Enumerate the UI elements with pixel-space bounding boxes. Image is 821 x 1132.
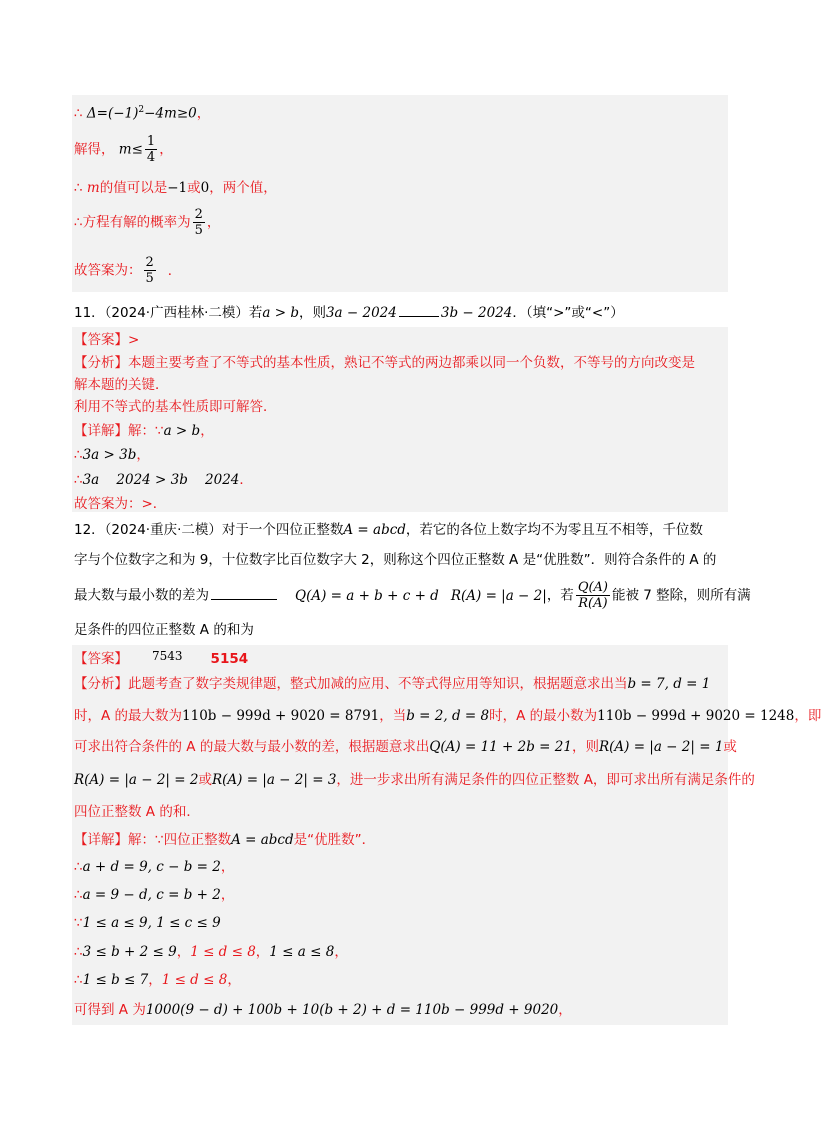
q11-detail-1: 【详解】解：∵a > b， bbox=[74, 423, 214, 439]
q12-detail-5: ∴1 ≤ b ≤ 7，1 ≤ d ≤ 8， bbox=[74, 972, 241, 988]
q11-detail-2: ∴3a > 3b， bbox=[74, 447, 150, 463]
q11-stem: 11．（2024·广西桂林·二模）若a > b，则3a − 2024 3b − 2024．（填“>”或“<”） bbox=[74, 302, 624, 323]
answer-blank bbox=[399, 302, 439, 317]
q10-line-2: 解得， m≤ $\frac{1}{4}$ ， bbox=[74, 134, 173, 165]
q12-analysis-1: 【分析】此题考查了数字类规律题，整式加减的应用、不等式得应用等知识，根据题意求出当b = 7, d = 1 bbox=[74, 676, 711, 692]
q12-stem-4: 足条件的四位正整数 A 的和为 bbox=[74, 622, 254, 638]
q11-analysis-1: 【分析】本题主要考查了不等式的基本性质，熟记不等式的两边都乘以同一个负数，不等号的方向改变是 bbox=[74, 355, 695, 371]
q11-detail-3: ∴3a 2024 > 3b 2024． bbox=[74, 472, 253, 488]
q11-analysis-3: 利用不等式的基本性质即可解答． bbox=[74, 399, 277, 415]
q12-detail-2: ∴a = 9 − d, c = b + 2， bbox=[74, 887, 235, 903]
q10-line-4: ∴方程有解的概率为 $\frac{2}{5}$ ， bbox=[74, 207, 221, 238]
q12-answer: 【答案】 7543 5154 bbox=[74, 649, 249, 667]
q12-analysis-4: R(A) = |a − 2| = 2或R(A) = |a − 2| = 3，进一步求出所有满足条件的四位正整数 A，即可求出所有满足条件的 bbox=[74, 772, 755, 788]
fraction: $\frac{1}{4}$ bbox=[146, 134, 156, 165]
q12-stem-2: 字与个位数字之和为 9，十位数字比百位数字大 2，则称这个四位正整数 A 是“优胜数”．则符合条件的 A 的 bbox=[74, 552, 717, 568]
fraction: $\frac{2}{5}$ bbox=[194, 207, 203, 238]
q12-detail-intro: 【详解】解：∵四位正整数A = abcd是“优胜数”． bbox=[74, 832, 376, 848]
q12-stem-3: 最大数与最小数的差为 Q(A) = a + b + c + d R(A) = |a − 2|，若 $\frac{Q(A)}{R(A)}$ 能被 7 整除，则所有满 bbox=[74, 580, 751, 611]
answer-blank bbox=[211, 585, 277, 600]
q10-line-1: ∴ $\Delta=(-1)^2-4m\ge 0$， bbox=[74, 105, 211, 122]
q10-line-3: ∴ m的值可以是−1或0，两个值， bbox=[74, 180, 277, 196]
fraction: $\frac{Q(A)}{R(A)}$ bbox=[577, 580, 609, 611]
q12-detail-4: ∴3 ≤ b + 2 ≤ 9，1 ≤ d ≤ 8，1 ≤ a ≤ 8， bbox=[74, 944, 348, 960]
q10-line-5: 故答案为： $\frac{2}{5}$ ． bbox=[74, 255, 182, 286]
q12-detail-1: ∴a + d = 9, c − b = 2， bbox=[74, 859, 235, 875]
q12-detail-3: ∵1 ≤ a ≤ 9, 1 ≤ c ≤ 9 bbox=[74, 915, 221, 931]
q12-analysis-5: 四位正整数 A 的和． bbox=[74, 804, 200, 820]
fraction: $\frac{2}{5}$ bbox=[145, 255, 154, 286]
q12-analysis-3: 可求出符合条件的 A 的最大数与最小数的差，根据题意求出Q(A) = 11 + 2b = 21，则R(A) = |a − 2| = 1或 bbox=[74, 739, 737, 755]
q12-stem-1: 12．（2024·重庆·二模）对于一个四位正整数A = abcd，若它的各位上数字均不为零且互不相等，千位数 bbox=[74, 522, 703, 538]
q12-detail-6: 可得到 A 为1000(9 − d) + 100b + 10(b + 2) + d = 110b − 999d + 9020， bbox=[74, 1002, 572, 1018]
q11-final: 故答案为：>． bbox=[74, 496, 167, 512]
q12-analysis-2: 时，A 的最大数为110b − 999d + 9020 = 8791，当b = 2, d = 8时，A 的最小数为110b − 999d + 9020 = 1248，即 bbox=[74, 708, 821, 724]
q11-analysis-2: 解本题的关键． bbox=[74, 377, 169, 393]
q11-answer: 【答案】> bbox=[74, 332, 140, 348]
